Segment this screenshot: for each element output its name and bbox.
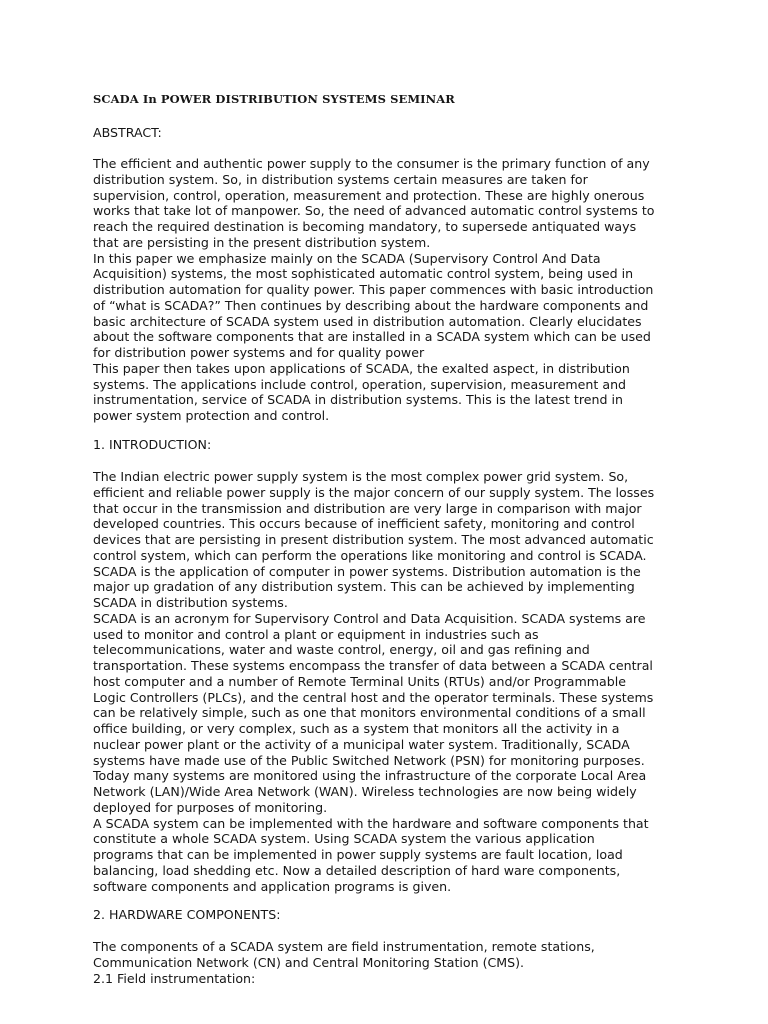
abstract-line: works that take lot of manpower. So, the need of advanced automatic control systems to [93, 203, 655, 219]
intro-line: SCADA is an acronym for Supervisory Control and Data Acquisition. SCADA systems are [93, 610, 646, 626]
abstract-line: reach the required destination is becoming mandatory, to supersede antiquated ways [93, 219, 637, 234]
intro-line: nuclear power plant or the activity of a municipal water system. Traditionally, SCADA [93, 736, 630, 752]
abstract-line: for distribution power systems and for quality power [93, 345, 425, 360]
abstract-line: power system protection and control. [93, 408, 330, 423]
intro-line: major up gradation of any distribution system. This can be achieved by implementing [93, 579, 635, 595]
hardware-line: Communication Network (CN) and Central Monitoring Station (CMS). [93, 954, 525, 970]
intro-line: used to monitor and control a plant or equipment in industries such as [93, 626, 539, 642]
intro-line: devices that are persisting in present distribution system. The most advanced automatic [93, 532, 654, 547]
intro-line: balancing, load shedding etc. Now a detailed description of hard ware components, [93, 862, 621, 878]
intro-line: that occur in the transmission and distribution are very large in comparison with major [93, 500, 642, 516]
intro-line: telecommunications, water and waste control, energy, oil and gas refining and [93, 642, 590, 658]
intro-line: deployed for purposes of monitoring. [93, 799, 328, 815]
intro-line: control system, which can perform the operations like monitoring and control is SCADA. [93, 547, 647, 563]
abstract-line: instrumentation, service of SCADA in distribution systems. This is the latest trend in [93, 392, 623, 408]
abstract-line: Acquisition) systems, the most sophisticated automatic control system, being used in [93, 266, 634, 282]
intro-line: SCADA in distribution systems. [93, 595, 288, 610]
abstract-body [93, 156, 693, 424]
intro-line: A SCADA system can be implemented with the hardware and software components that [93, 815, 649, 831]
abstract-line: about the software components that are installed in a SCADA system which can be used [93, 329, 651, 345]
intro-line: can be relatively simple, such as one that monitors environmental conditions of a small [93, 705, 646, 721]
abstract-line: distribution automation for quality power. This paper commences with basic introduction [93, 282, 654, 297]
abstract-line: of “what is SCADA?” Then continues by describing about the hardware components and [93, 297, 649, 313]
intro-line: office building, or very complex, such as a system that monitors all the activity in a [93, 721, 620, 736]
abstract-line: basic architecture of SCADA system used in distribution automation. Clearly elucidates [93, 313, 642, 329]
abstract-line: distribution system. So, in distribution systems certain measures are taken for [93, 171, 588, 187]
abstract-line: This paper then takes upon applications of SCADA, the exalted aspect, in distribution [93, 360, 630, 376]
introduction-body [93, 469, 693, 894]
intro-line: developed countries. This occurs because of inefficient safety, monitoring and control [93, 516, 635, 532]
hardware-body [93, 939, 693, 986]
intro-line: The Indian electric power supply system is the most complex power grid system. So, [93, 469, 629, 484]
intro-line: systems have made use of the Public Switched Network (PSN) for monitoring purposes. [93, 752, 645, 768]
intro-line: constitute a whole SCADA system. Using SCADA system the various application [93, 831, 595, 847]
intro-line: efficient and reliable power supply is the major concern of our supply system. The losses [93, 484, 655, 500]
hardware-line: The components of a SCADA system are field instrumentation, remote stations, [93, 939, 595, 954]
intro-line: programs that can be implemented in power supply systems are fault location, load [93, 847, 623, 862]
abstract-line: supervision, control, operation, measurement and protection. These are highly onerous [93, 187, 645, 203]
intro-line: transportation. These systems encompass the transfer of data between a SCADA central [93, 658, 653, 673]
abstract-line: The efficient and authentic power supply to the consumer is the primary function of any [93, 156, 650, 171]
hardware-heading: 2. HARDWARE COMPONENTS: [93, 907, 281, 922]
intro-line: Today many systems are monitored using the infrastructure of the corporate Local Area [93, 768, 647, 784]
intro-line: SCADA is the application of computer in power systems. Distribution automation is the [93, 563, 641, 579]
intro-line: Logic Controllers (PLCs), and the central host and the operator terminals. These systems [93, 689, 654, 705]
abstract-heading: ABSTRACT: [93, 125, 162, 140]
abstract-line: systems. The applications include control, operation, supervision, measurement and [93, 376, 627, 392]
intro-line: host computer and a number of Remote Terminal Units (RTUs) and/or Programmable [93, 673, 626, 689]
abstract-line: In this paper we emphasize mainly on the SCADA (Supervisory Control And Data [93, 250, 601, 266]
introduction-heading: 1. INTRODUCTION: [93, 437, 212, 452]
intro-line: Network (LAN)/Wide Area Network (WAN). Wireless technologies are now being widely [93, 784, 637, 799]
document-title: SCADA In POWER DISTRIBUTION SYSTEMS SEMINAR [93, 92, 455, 106]
hardware-line: 2.1 Field instrumentation: [93, 970, 256, 986]
intro-line: software components and application programs is given. [93, 878, 452, 894]
abstract-line: that are persisting in the present distribution system. [93, 234, 431, 250]
